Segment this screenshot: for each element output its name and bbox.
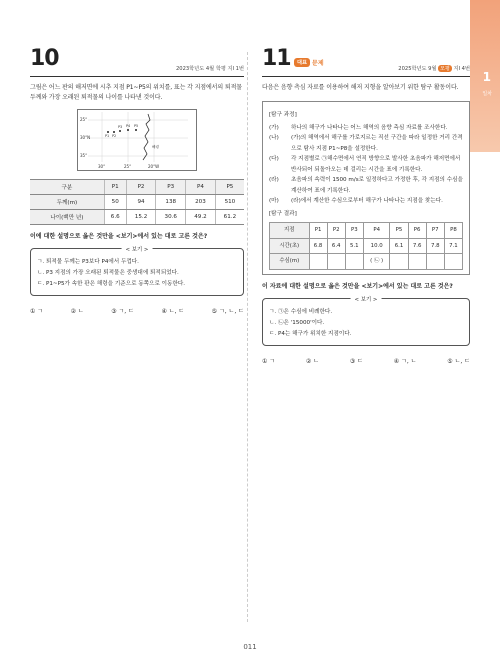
question-prompt: 이 자료에 대한 설명으로 옳은 것만을 <보기>에서 있는 대로 고른 것은? (262, 282, 453, 290)
bogi-box (30, 248, 244, 296)
table-cell (327, 254, 345, 270)
table-cell (426, 254, 444, 270)
representative-badge (294, 58, 324, 67)
question-number: 11 (262, 46, 291, 71)
map-lon-3: 20°W (148, 164, 160, 169)
question-source: 2023학년도 4월 학평 지Ⅰ 1번 (175, 66, 244, 72)
table-header: P2 (126, 180, 156, 195)
table-cell (309, 254, 327, 270)
question-stem: 다음은 음향 측심 자료를 이용하여 해저 지형을 알아보기 위한 탐구 활동이다. (262, 84, 459, 91)
bogi-item: ㄷ. P1~P5가 속한 판은 해령을 기준으로 동쪽으로 이동한다. (37, 281, 186, 287)
question-stem: 그림은 어느 판의 해저면에 시추 지점 P1~P5의 위치를, 표는 각 지점에서의 퇴적물 두께와 가장 오래된 퇴적물의 나이를 나타낸 것이다. (30, 84, 242, 101)
bogi-title: < 보기 > (122, 245, 153, 256)
table-cell: 510 (215, 195, 244, 210)
table-header: P6 (408, 223, 426, 239)
inquiry-step (269, 196, 463, 207)
table-cell: 시간(초) (270, 238, 310, 254)
map-lon-2: 25° (124, 164, 132, 169)
bogi-item: ㄴ. P3 지점의 가장 오래된 퇴적물은 중생대에 퇴적되었다. (37, 270, 179, 276)
question-source (398, 65, 470, 72)
answer-choices (262, 356, 470, 365)
map-lat-top: 25° (80, 117, 88, 122)
choice-4[interactable]: ④ ㄴ, ㄷ (161, 308, 185, 315)
map-ridge-label: 해령 (152, 145, 159, 149)
map-point-p2: P2 (112, 134, 117, 138)
choice-3[interactable]: ③ ㄷ (349, 357, 363, 365)
table-cell: 30.6 (156, 210, 186, 225)
table-cell (345, 254, 363, 270)
table-header: P3 (345, 223, 363, 239)
bogi-item: ㄱ. 퇴적물 두께는 P3보다 P4에서 두껍다. (37, 259, 139, 265)
table-cell: 6.1 (390, 238, 408, 254)
choice-2[interactable]: ② ㄴ (305, 357, 320, 365)
map-lon-1: 30° (98, 164, 106, 169)
table-header: P3 (156, 180, 186, 195)
table-header-row (30, 180, 244, 195)
table-cell (408, 254, 426, 270)
table-cell: ( ㉡ ) (363, 254, 390, 270)
choice-1[interactable]: ① ㄱ (30, 308, 44, 315)
result-table (269, 222, 463, 270)
table-cell (444, 254, 462, 270)
question-prompt: 이에 대한 설명으로 옳은 것만을 <보기>에서 있는 대로 고른 것은? (30, 233, 208, 240)
inquiry-result-title: [탐구 결과] (269, 210, 297, 217)
seafloor-map (77, 109, 197, 171)
side-tab-label: 일차 (482, 91, 492, 97)
badge-text: 문제 (312, 60, 324, 67)
table-row (270, 254, 463, 270)
bogi-item: ㄴ. ㉡은 '15000'이다. (269, 319, 325, 326)
step-label: (가) (269, 124, 279, 131)
table-cell: 138 (156, 195, 186, 210)
bogi-item: ㄷ. P4는 해구가 위치한 지점이다. (269, 330, 352, 337)
bogi-box (262, 298, 470, 346)
question-number: 10 (30, 46, 59, 71)
table-cell: 7.6 (408, 238, 426, 254)
table-cell: 61.2 (215, 210, 244, 225)
table-header: P4 (363, 223, 390, 239)
step-label: (다) (269, 156, 279, 162)
question-11-header (262, 46, 470, 77)
table-header: P4 (186, 180, 216, 195)
question-11 (262, 46, 470, 365)
inquiry-step (269, 175, 463, 196)
inquiry-step (269, 133, 463, 154)
source-item: 지Ⅰ 4번 (453, 66, 470, 72)
table-row (270, 238, 463, 254)
map-point-p4: P4 (126, 124, 131, 128)
table-header: P5 (390, 223, 408, 239)
choice-4[interactable]: ④ ㄱ, ㄴ (393, 357, 417, 365)
table-cell: 50 (104, 195, 126, 210)
question-10-header (30, 46, 244, 77)
inquiry-step (269, 154, 463, 175)
table-row (30, 195, 244, 210)
table-cell: 7.1 (444, 238, 462, 254)
step-text: (라)에서 계산한 수심으로부터 해구가 나타나는 지점을 찾는다. (291, 198, 443, 204)
table-header: 구분 (30, 180, 104, 195)
choice-3[interactable]: ③ ㄱ, ㄷ (111, 308, 134, 315)
step-text: 각 지점별로 ㉠해수면에서 연직 방향으로 발사한 초음파가 해저면에서 반사되어 되돌아오는 데 걸리는 시간을 표에 기록한다. (291, 156, 461, 173)
table-header: P1 (309, 223, 327, 239)
table-header: 지점 (270, 223, 310, 239)
table-cell (390, 254, 408, 270)
column-divider (247, 52, 248, 622)
bogi-item: ㄱ. ㉠은 수심에 비례한다. (269, 308, 333, 315)
table-cell: 6.4 (327, 238, 345, 254)
table-header: P2 (327, 223, 345, 239)
choice-2[interactable]: ② ㄴ (70, 308, 84, 315)
table-cell: 49.2 (186, 210, 216, 225)
bogi-title: < 보기 > (351, 295, 382, 306)
table-header: P1 (104, 180, 126, 195)
step-label: (라) (269, 177, 279, 183)
step-text: 초음파의 속력이 1500 m/s로 일정하다고 가정한 후, 각 지점의 수심을 계산하여 표에 기록한다. (291, 177, 463, 194)
table-cell: 두께(m) (30, 195, 104, 210)
question-10 (30, 46, 244, 315)
table-cell: 나이(백만 년) (30, 210, 104, 225)
step-text: (가)의 해역에서 해구를 가로지르는 직선 구간을 따라 일정한 거리 간격으로 탐사 지점 P1~P8을 설정한다. (291, 135, 463, 152)
map-lat-bottom: 35° (80, 153, 88, 158)
map-point-p3: P3 (118, 125, 123, 129)
map-point-p1: P1 (105, 134, 110, 138)
table-cell: 203 (186, 195, 216, 210)
inquiry-step (269, 123, 463, 134)
source-mark: 모평 (440, 66, 450, 72)
seafloor-map-figure (78, 110, 196, 170)
inquiry-process-title: [탐구 과정] (269, 112, 297, 118)
step-label: (나) (269, 135, 279, 141)
answer-choices (30, 306, 244, 315)
choice-1[interactable]: ① ㄱ (262, 357, 276, 365)
table-header: P7 (426, 223, 444, 239)
table-header-row (270, 223, 463, 239)
table-cell: 10.0 (363, 238, 390, 254)
map-point-p5: P5 (134, 124, 139, 128)
table-cell: 5.1 (345, 238, 363, 254)
table-cell: 94 (126, 195, 156, 210)
table-row (30, 210, 244, 225)
source-year: 2025학년도 9월 (398, 66, 437, 72)
table-cell: 15.2 (126, 210, 156, 225)
step-label: (마) (269, 198, 279, 204)
table-header: P5 (215, 180, 244, 195)
chapter-side-tab (470, 0, 500, 152)
page-number: 011 (243, 643, 257, 651)
inquiry-box (262, 101, 470, 275)
table-cell: 수심(m) (270, 254, 310, 270)
sediment-table (30, 179, 244, 225)
table-cell: 7.8 (426, 238, 444, 254)
table-cell: 6.8 (309, 238, 327, 254)
choice-5[interactable]: ⑤ ㄱ, ㄴ, ㄷ (211, 308, 244, 315)
side-tab-number: 1 (482, 70, 491, 84)
map-lat-mid: 30°N (80, 135, 91, 140)
step-text: 하나의 해구가 나타나는 어느 해역의 음향 측심 자료를 조사한다. (291, 124, 448, 131)
badge-pill: 대표 (294, 58, 310, 67)
table-header: P8 (444, 223, 462, 239)
choice-5[interactable]: ⑤ ㄴ, ㄷ (447, 357, 470, 365)
table-cell: 6.6 (104, 210, 126, 225)
